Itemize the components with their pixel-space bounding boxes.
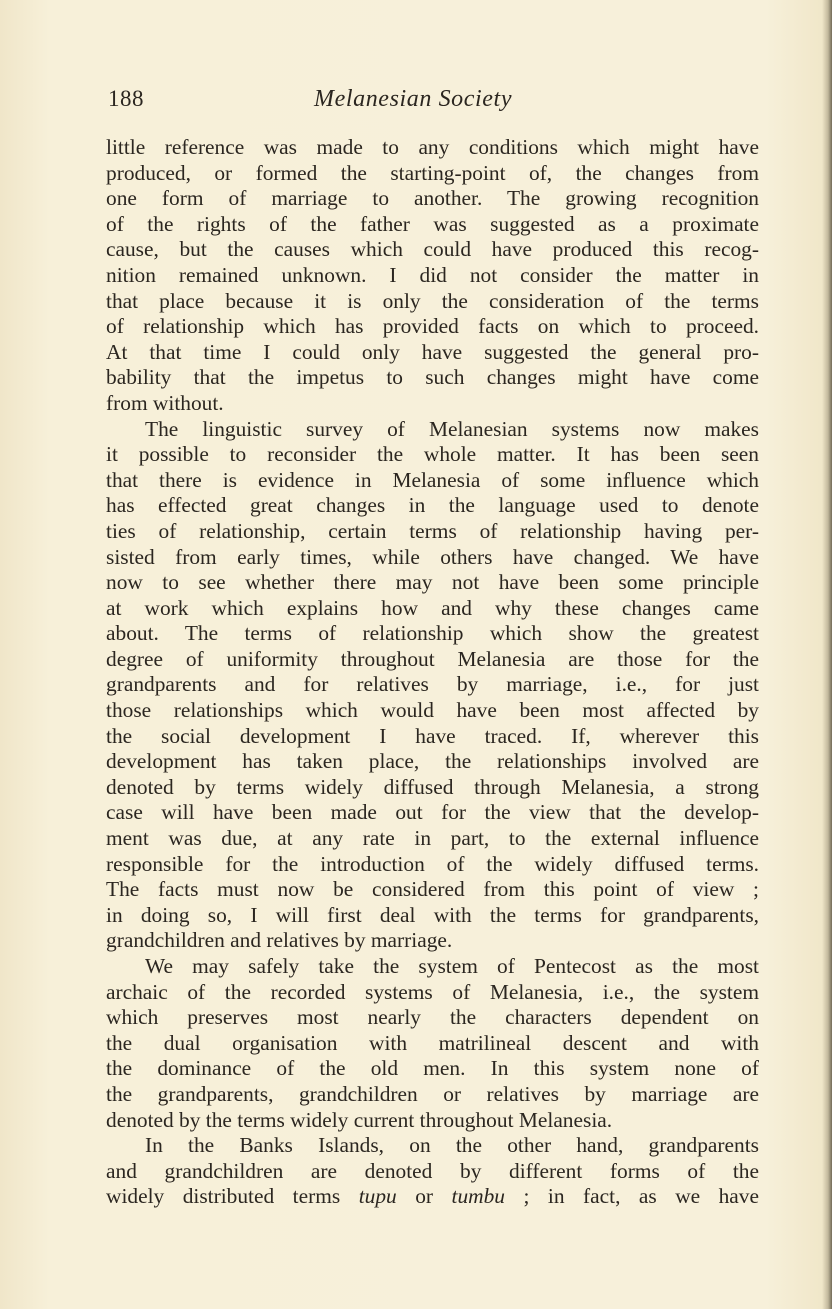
text-line: about. The terms of relationship which show the greatest (106, 621, 759, 646)
page-number: 188 (108, 86, 144, 111)
text-line: now to see whether there may not have been some principle (106, 570, 759, 595)
text-fragment: widely distributed terms (106, 1184, 359, 1209)
text-line: of the rights of the father was suggested as a proximate (106, 211, 759, 236)
text-line: the dual organisation with matrilineal descent and with (106, 1030, 759, 1055)
text-line: the dominance of the old men. In this system none of (106, 1056, 759, 1081)
text-line: it possible to reconsider the whole matter. It has been seen (106, 442, 759, 467)
text-line: grandparents and for relatives by marriage, i.e., for just (106, 672, 759, 697)
text-line: the grandparents, grandchildren or relatives by marriage are (106, 1081, 759, 1106)
text-line: denoted by terms widely diffused through Melanesia, a strong (106, 774, 759, 799)
paragraph-start-line: The linguistic survey of Melanesian systems now makes (145, 416, 759, 441)
text-line: archaic of the recorded systems of Melanesia, i.e., the system (106, 979, 759, 1004)
text-line: that place because it is only the consideration of the terms (106, 288, 759, 313)
text-line: sisted from early times, while others have changed. We have (106, 544, 759, 569)
italic-term: tupu (358, 1184, 397, 1209)
text-fragment: or (396, 1184, 452, 1209)
text-line: degree of uniformity throughout Melanesia are those for the (106, 646, 759, 671)
text-line: ties of relationship, certain terms of relationship having per- (106, 518, 759, 543)
text-line: development has taken place, the relationships involved are (106, 749, 759, 774)
paragraph-start-line: In the Banks Islands, on the other hand, grandparents (145, 1133, 759, 1158)
text-line: has effected great changes in the language used to denote (106, 493, 759, 518)
text-line: cause, but the causes which could have produced this recog- (106, 237, 759, 262)
text-line: ment was due, at any rate in part, to the external influence (106, 826, 759, 851)
text-line: at work which explains how and why these changes came (106, 595, 759, 620)
text-line: the social development I have traced. If, wherever this (106, 723, 759, 748)
text-line: little reference was made to any conditions which might have (106, 135, 759, 159)
text-line: produced, or formed the starting-point of, the changes from (106, 160, 759, 185)
running-head: Melanesian Society (314, 86, 513, 112)
text-line: bability that the impetus to such changes might have come (106, 365, 759, 390)
text-fragment: ; in fact, as we have (504, 1184, 759, 1209)
text-line: those relationships which would have been most affected by (106, 698, 759, 723)
body-text (106, 135, 759, 1210)
text-line: The facts must now be considered from this point of view ; (106, 877, 759, 902)
text-line: which preserves most nearly the characters dependent on (106, 1005, 759, 1030)
text-line: one form of marriage to another. The growing recognition (106, 186, 759, 211)
page-edge-shadow (822, 0, 832, 1309)
paragraph-end-line: grandchildren and relatives by marriage. (106, 928, 453, 953)
text-line: in doing so, I will first deal with the terms for grandparents, (106, 902, 759, 927)
paragraph-start-line: We may safely take the system of Pentecost as the most (145, 954, 759, 978)
text-line: that there is evidence in Melanesia of some influence which (106, 467, 759, 492)
text-line: responsible for the introduction of the widely diffused terms. (106, 851, 759, 876)
text-line-with-terms (106, 1184, 759, 1210)
text-line: nition remained unknown. I did not consider the matter in (106, 262, 759, 287)
page-header (108, 86, 758, 120)
text-line: of relationship which has provided facts on which to proceed. (106, 314, 759, 339)
text-line: case will have been made out for the view that the develop- (106, 800, 759, 825)
text-line: At that time I could only have suggested the general pro- (106, 339, 759, 364)
text-line: and grandchildren are denoted by different forms of the (106, 1158, 759, 1183)
paragraph-end-line: denoted by the terms widely current throughout Melanesia. (106, 1107, 613, 1132)
italic-term: tumbu (451, 1184, 505, 1209)
paragraph-end-line: from without. (106, 390, 224, 415)
